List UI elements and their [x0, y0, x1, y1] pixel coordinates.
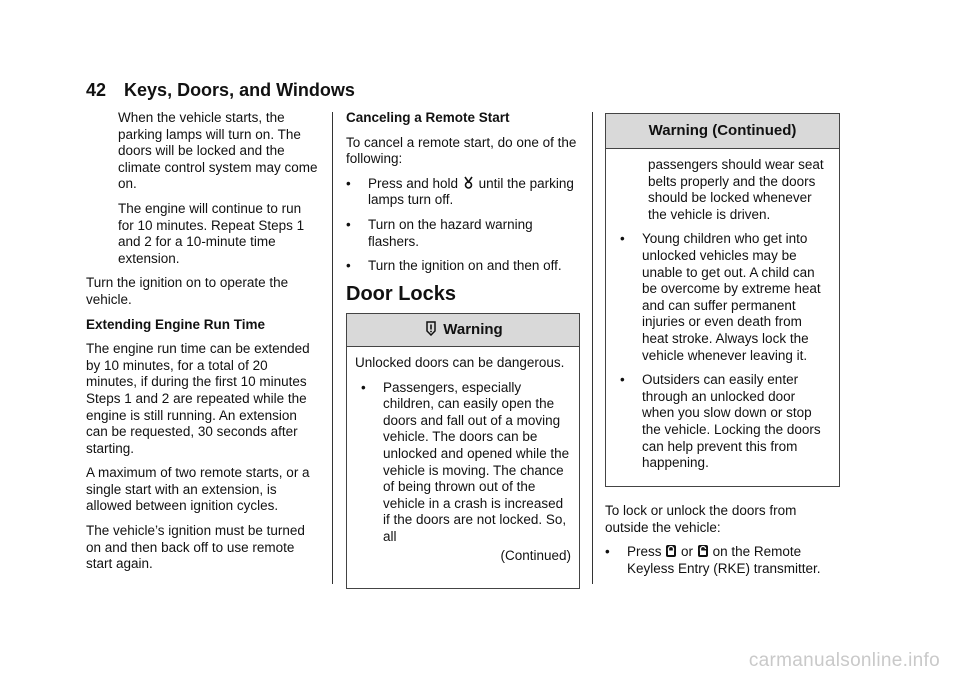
column-divider: [592, 112, 593, 584]
bullet: •: [361, 379, 366, 395]
bullet: •: [346, 216, 351, 232]
warning-continued-box: [605, 113, 840, 487]
lock-icon: [665, 544, 677, 558]
paragraph: A maximum of two remote starts, or a single start with an extension, is allowed between ignition cycles.: [86, 465, 310, 514]
paragraph: To cancel a remote start, do one of the following:: [346, 134, 577, 167]
warning-list-item: • Outsiders can easily enter through an unlocked door when you slow down or stop the vehicle. Locking the doors can help prevent this from happening.: [620, 372, 821, 471]
bullet: •: [620, 231, 625, 247]
paragraph: The vehicle’s ignition must be turned on and then back off to use remote start again.: [86, 523, 305, 572]
list-item: • Turn on the hazard warning flashers.: [346, 216, 533, 249]
subheading: Canceling a Remote Start: [346, 110, 510, 125]
warning-box: [346, 313, 580, 589]
column-3-text: [605, 503, 841, 585]
subheading: Extending Engine Run Time: [86, 316, 266, 332]
warning-list-item: • Young children who get into unlocked vehicles may be unable to get out. A child can be overcome by extreme heat and can suffer permanent injuries or even death from heat stroke. Always lock the vehicle whenever leaving it.: [620, 231, 821, 363]
paragraph: The engine run time can be extended by 10 minutes, for a total of 20 minutes, if during the first 10 minutes Steps 1 and 2 are repeated while the engine is still running. An extension can be requested, 30 seconds after starting.: [86, 341, 310, 456]
warning-list-item: • Passengers, especially children, can easily open the doors and fall out of a moving vehicle. The doors can be unlocked and opened while the vehicle is moving. The chance of being thrown out of the vehicle in a crash is increased if the doors are not locked. So, all: [361, 379, 570, 544]
section-heading: Door Locks: [346, 283, 457, 305]
indented-paragraph: The engine will continue to run for 10 minutes. Repeat Steps 1 and 2 for a 10-minute time extension.: [118, 200, 305, 266]
watermark: carmanualsonline.info: [748, 650, 940, 671]
unlock-icon: [697, 544, 709, 558]
warning-header: Warning (Continued): [606, 114, 839, 149]
warning-title: Warning: [443, 321, 503, 338]
list-item: • Press or on the Remote Keyless Entry (RKE) transmitter.: [605, 544, 821, 576]
continued-label: (Continued): [500, 547, 571, 563]
column-divider: [332, 112, 333, 584]
paragraph: Turn the ignition on to operate the vehicle.: [86, 275, 289, 307]
warning-body: [606, 149, 839, 476]
bullet: •: [605, 544, 610, 560]
warning-header: [347, 314, 579, 347]
warning-intro: Unlocked doors can be dangerous.: [355, 355, 565, 370]
paragraph: To lock or unlock the doors from outside the vehicle:: [605, 503, 797, 535]
column-1: [86, 110, 318, 581]
bullet: •: [620, 372, 625, 388]
warning-icon: [423, 321, 439, 336]
warning-body: [347, 347, 579, 568]
page-header: [86, 80, 355, 101]
list-item: • Press and hold until the parking lamps turn off.: [346, 175, 574, 208]
page-number: 42: [86, 80, 107, 100]
bullet: •: [346, 175, 351, 191]
warning-continued-text: passengers should wear seat belts properly and the doors should be locked whenever the vehicle is driven.: [648, 157, 824, 222]
list-item: • Turn the ignition on and then off.: [346, 258, 562, 274]
column-2: [346, 110, 580, 283]
indented-paragraph: When the vehicle starts, the parking lamps will turn on. The doors will be locked and the climate control system may come on.: [118, 110, 318, 192]
section-title: Keys, Doors, and Windows: [124, 80, 355, 100]
bullet: •: [346, 258, 351, 274]
remote-start-icon: [462, 176, 475, 190]
